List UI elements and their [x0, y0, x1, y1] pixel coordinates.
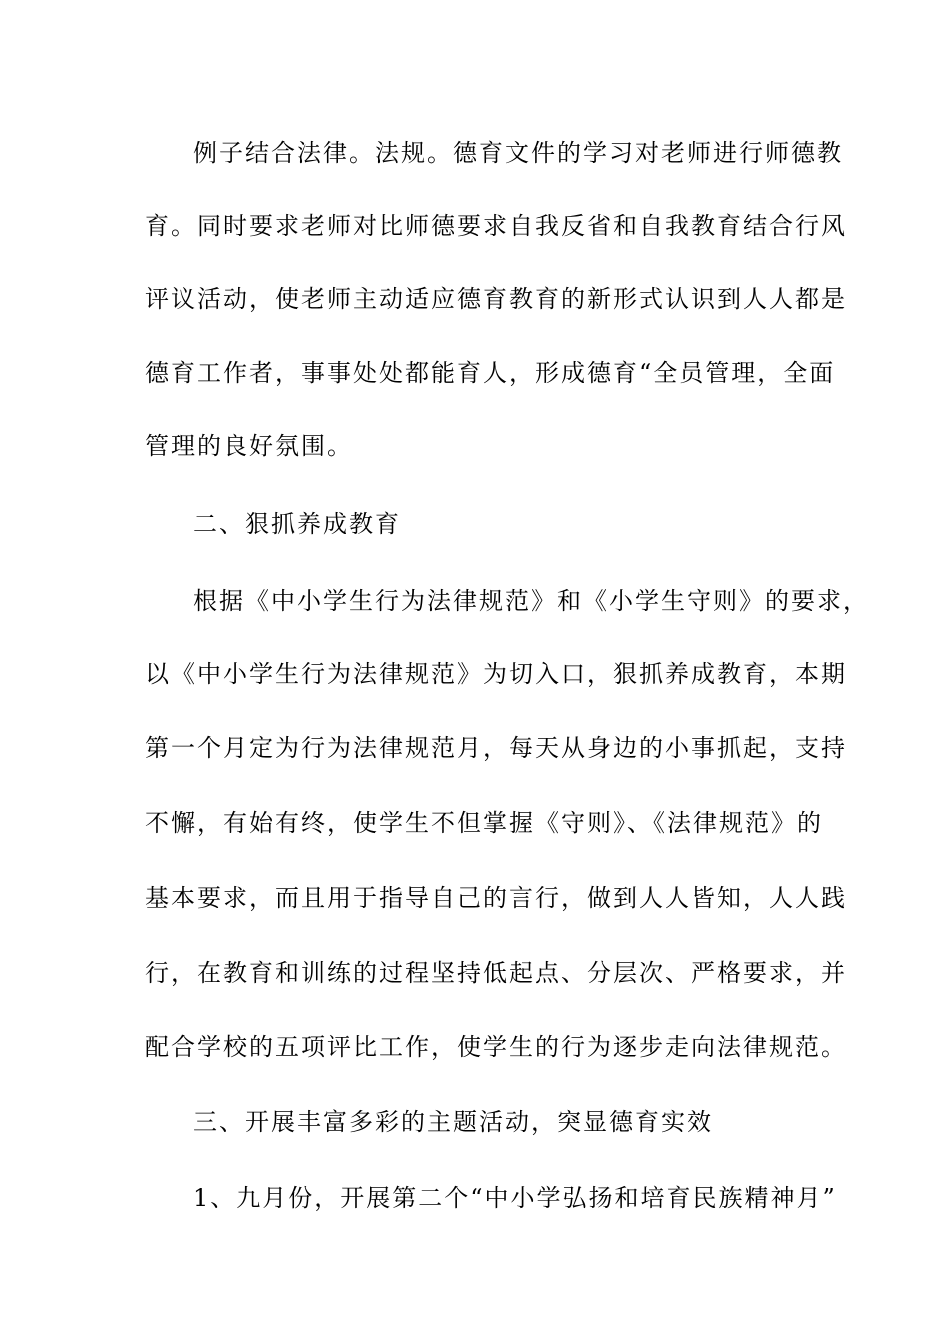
paragraph-line: 育。同时要求老师对比师德要求自我反省和自我教育结合行风 — [145, 212, 847, 240]
paragraph-line: 不懈，有始有终，使学生不但掌握《守则》、《法律规范》的 — [145, 809, 823, 837]
section-heading: 二、狠抓养成教育 — [193, 510, 401, 538]
paragraph-line: 德育工作者，事事处处都能育人，形成德育“全员管理，全面 — [145, 359, 836, 387]
paragraph-line: 以《中小学生行为法律规范》为切入口，狠抓养成教育，本期 — [145, 660, 847, 688]
paragraph-line: 基本要求，而且用于指导自己的言行，做到人人皆知，人人践 — [145, 884, 847, 912]
paragraph-line: 行，在教育和训练的过程坚持低起点、分层次、严格要求，并 — [145, 959, 847, 987]
paragraph-line: 管理的良好氛围。 — [145, 432, 353, 460]
paragraph-line: 根据《中小学生行为法律规范》和《小学生守则》的要求， — [193, 587, 869, 615]
paragraph-line: 第一个月定为行为法律规范月，每天从身边的小事抓起，支持 — [145, 734, 847, 762]
paragraph-line: 配合学校的五项评比工作，使学生的行为逐步走向法律规范。 — [145, 1033, 847, 1061]
paragraph-line: 评议活动，使老师主动适应德育教育的新形式认识到人人都是 — [145, 285, 847, 313]
section-heading: 三、开展丰富多彩的主题活动，突显德育实效 — [193, 1108, 713, 1136]
paragraph-line: 1、九月份，开展第二个“中小学弘扬和培育民族精神月” — [193, 1184, 837, 1212]
paragraph-line: 例子结合法律。法规。德育文件的学习对老师进行师德教 — [193, 139, 843, 167]
